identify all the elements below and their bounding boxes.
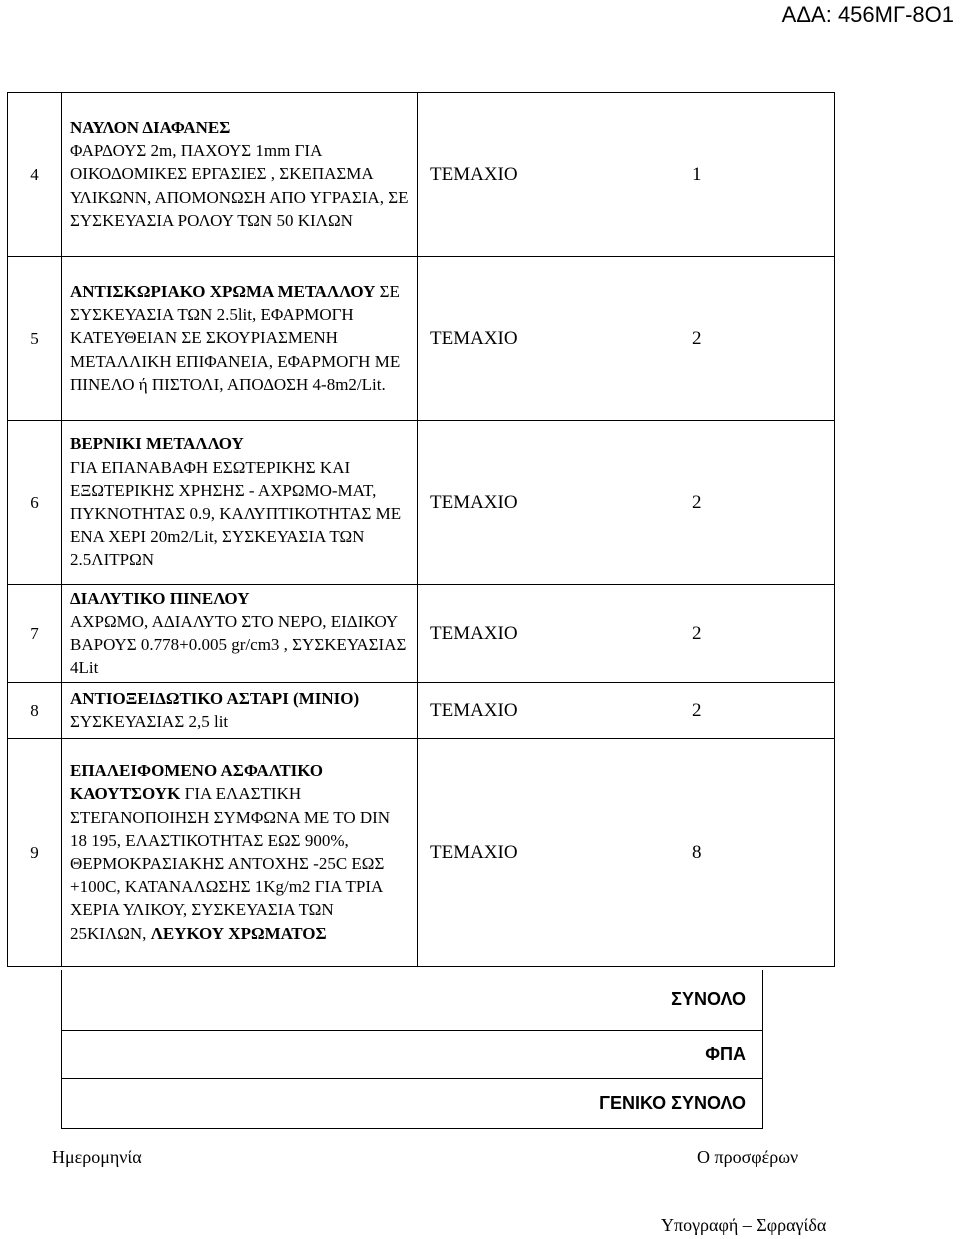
- table-row: [8, 257, 835, 421]
- item-details: ΦΑΡΔΟΥΣ 2m, ΠΑΧΟΥΣ 1mm ΓΙΑ ΟΙΚΟΔΟΜΙΚΕΣ ΕΡΓΑΣΙΕΣ , ΣΚΕΠΑΣΜΑ ΥΛΙΚΩΝΝ, ΑΠΟΜΟΝΩΣΗ ΑΠΟ ΥΓΡΑΣΙΑ, ΣΕ ΣΥΣΚΕΥΑΣΙΑ ΡΟΛΟΥ ΤΩΝ 50 ΚΙΛΩΝ: [70, 141, 409, 230]
- offerer-label: Ο προσφέρων: [697, 1147, 799, 1167]
- vat-row: [62, 1030, 763, 1078]
- item-quantity: 2: [650, 585, 835, 683]
- item-description: [62, 585, 418, 683]
- grand-total-label: ΓΕΝΙΚΟ ΣΥΝΟΛΟ: [62, 1078, 763, 1128]
- item-title: ΕΠΑΛΕΙΦΟΜΕΝΟ ΑΣΦΑΛΤΙΚΟ ΚΑΟΥΤΣΟΥΚ: [70, 761, 323, 804]
- item-title: ΒΕΡΝΙΚΙ ΜΕΤΑΛΛΟΥ: [70, 434, 244, 454]
- item-unit: ΤΕΜΑΧΙΟ: [418, 739, 651, 967]
- date-label: Ημερομηνία: [52, 1147, 142, 1167]
- item-details: ΣΕ ΣΥΣΚΕΥΑΣΙΑ ΤΩΝ 2.5lit, ΕΦΑΡΜΟΓΗ ΚΑΤΕΥΘΕΙΑΝ ΣΕ ΣΚΟΥΡΙΑΣΜΕΝΗ ΜΕΤΑΛΛΙΚΗ ΕΠΙΦΑΝΕΙΑ, ΕΦΑΡΜΟΓΗ ΜΕ ΠΙΝΕΛΟ ή ΠΙΣΤΟΛΙ, ΑΠΟΔΟΣΗ 4-8m2/Lit.: [70, 281, 401, 394]
- item-quantity: 2: [650, 257, 835, 421]
- item-description: [62, 93, 418, 257]
- item-number: 6: [8, 421, 62, 585]
- item-title: ΝΑΥΛΟΝ ΔΙΑΦΑΝΕΣ: [70, 117, 231, 137]
- item-details: ΓΙΑ ΕΛΑΣΤΙΚΗ ΣΤΕΓΑΝΟΠΟΙΗΣΗ ΣΥΜΦΩΝΑ ΜΕ ΤΟ DIN 18 195, ΕΛΑΣΤΙΚΟΤΗΤΑΣ ΕΩΣ 900%, ΘΕΡΜΟΚΡΑΣΙΑΚΗΣ ΑΝΤΟΧΗΣ -25C ΕΩΣ +100C, ΚΑΤΑΝΑΛΩΣΗΣ 1Kg/m2 ΓΙΑ ΤΡΙΑ ΧΕΡΙΑ ΥΛΙΚΟΥ, ΣΥΣΚΕΥΑΣΙΑ ΤΩΝ 25ΚΙΛΩΝ,: [70, 784, 391, 943]
- item-description: [62, 683, 418, 739]
- item-details: ΑΧΡΩΜΟ, ΑΔΙΑΛΥΤΟ ΣΤΟ ΝΕΡΟ, ΕΙΔΙΚΟΥ ΒΑΡΟΥΣ 0.778+0.005 gr/cm3 , ΣΥΣΚΕΥΑΣΙΑΣ 4Lit: [70, 611, 407, 678]
- item-quantity: 1: [650, 93, 835, 257]
- vat-label: ΦΠΑ: [62, 1030, 763, 1078]
- item-title: ΑΝΤΙΟΞΕΙΔΩΤΙΚΟ ΑΣΤΑΡΙ (ΜΙΝΙΟ): [70, 688, 360, 708]
- item-details: ΓΙΑ ΕΠΑΝΑΒΑΦΗ ΕΣΩΤΕΡΙΚΗΣ ΚΑΙ ΕΞΩΤΕΡΙΚΗΣ ΧΡΗΣΗΣ - ΑΧΡΩΜΟ-ΜΑΤ, ΠΥΚΝΟΤΗΤΑΣ 0.9, ΚΑΛΥΠΤΙΚΟΤΗΤΑΣ ΜΕ ΕΝΑ ΧΕΡΙ 20m2/Lit, ΣΥΣΚΕΥΑΣΙΑ ΤΩΝ 2.5ΛΙΤΡΩΝ: [70, 457, 402, 570]
- item-description: [62, 739, 418, 967]
- grand-total-row: [62, 1078, 763, 1128]
- item-description: [62, 421, 418, 585]
- item-details: ΣΥΣΚΕΥΑΣΙΑΣ 2,5 lit: [70, 712, 229, 731]
- item-quantity: 2: [650, 683, 835, 739]
- table-row: [8, 93, 835, 257]
- table-row: [8, 421, 835, 585]
- item-unit: ΤΕΜΑΧΙΟ: [418, 585, 651, 683]
- item-number: 9: [8, 739, 62, 967]
- sum-label: ΣΥΝΟΛΟ: [62, 970, 763, 1030]
- item-number: 5: [8, 257, 62, 421]
- signature-label: Υπογραφή – Σφραγίδα: [661, 1215, 827, 1235]
- item-quantity: 2: [650, 421, 835, 585]
- item-unit: ΤΕΜΑΧΙΟ: [418, 421, 651, 585]
- item-title: ΑΝΤΙΣΚΩΡΙΑΚΟ ΧΡΩΜΑ ΜΕΤΑΛΛΟΥ: [70, 281, 376, 301]
- totals-table: [61, 970, 763, 1129]
- item-number: 8: [8, 683, 62, 739]
- table-row: [8, 739, 835, 967]
- item-quantity: 8: [650, 739, 835, 967]
- item-number: 7: [8, 585, 62, 683]
- item-title: ΔΙΑΛΥΤΙΚΟ ΠΙΝΕΛΟΥ: [70, 588, 250, 608]
- item-color: ΛΕΥΚΟΥ ΧΡΩΜΑΤΟΣ: [150, 923, 327, 943]
- table-row: [8, 683, 835, 739]
- item-description: [62, 257, 418, 421]
- table-row: [8, 585, 835, 683]
- ada-code: ΑΔΑ: 456ΜΓ-8Ο1: [781, 2, 954, 27]
- item-unit: ΤΕΜΑΧΙΟ: [418, 683, 651, 739]
- items-table: [7, 92, 835, 967]
- item-unit: ΤΕΜΑΧΙΟ: [418, 257, 651, 421]
- item-number: 4: [8, 93, 62, 257]
- item-unit: ΤΕΜΑΧΙΟ: [418, 93, 651, 257]
- total-row: [62, 970, 763, 1030]
